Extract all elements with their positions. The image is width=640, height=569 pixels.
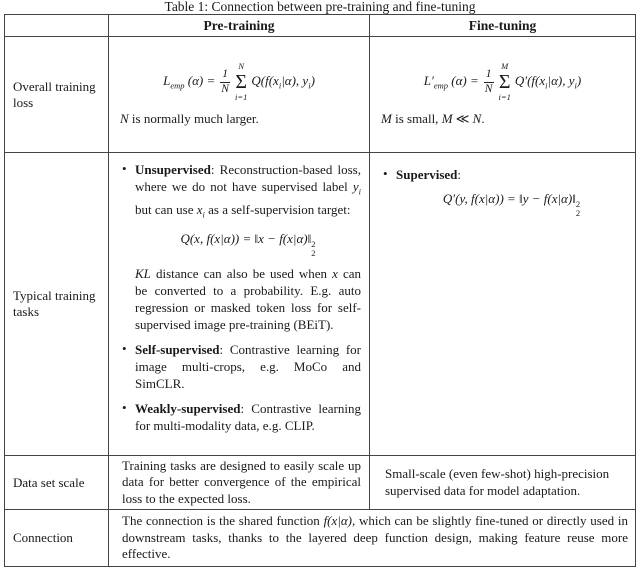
row-label-overall-training-loss: Overall training loss <box>5 37 109 153</box>
bullet-self-supervised: • Self-supervised: Contrastive learning for image multi-crops, e.g. MoCo and SimCLR. <box>122 341 361 392</box>
cell-pretraining-tasks <box>109 153 370 456</box>
norm-sup-sub: 2 2 <box>575 199 581 218</box>
norm-sup-sub: 2 2 <box>311 239 316 259</box>
eq-lhs: $L'_{emp}$ (α) = <box>423 73 479 91</box>
supervised-loss-equation: Q′(y, f(x|α)) = ‖y − f(x|α)‖ 2 2 <box>442 191 581 218</box>
pretraining-loss-equation <box>109 62 369 103</box>
pretraining-loss-note: N is normally much larger. <box>120 111 259 127</box>
cell-connection <box>109 510 635 566</box>
bullet-icon: • <box>122 161 127 176</box>
bullet-unsupervised: • Unsupervised: Reconstruction-based loss, where we do not have supervised label $y_i$ but can use $x_i$ as a self-supervision target: Q(x, f(x|α)) = ‖x − f(x|α)‖ 2 2 KL distance can also be used when x can be converted to a probability. E.g. auto regression or masked token loss for self-supervised image pre-training (BEiT). <box>122 161 361 333</box>
bullet-weakly-supervised: • Weakly-supervised: Contrastive learning for multi-modality data, e.g. CLIP. <box>122 400 361 434</box>
finetuning-loss-note: M is small, M ≪ N. <box>381 111 485 127</box>
row-label-typical-training-tasks: Typical training tasks <box>5 153 109 456</box>
header-finetuning-label: Fine-tuning <box>468 17 537 33</box>
finetuning-loss-equation <box>370 62 635 103</box>
kl-distance-paragraph: KL distance can also be used when x can be converted to a probability. E.g. auto regression or masked token loss for self-supervised image pre-training (BEiT). <box>135 266 361 333</box>
row-label-data-set-scale: Data set scale <box>5 456 109 510</box>
fraction: $\frac{1}{N}$ <box>221 68 229 95</box>
eq-rhs: $Q'(f(x_i|\alpha)$, $y_i$) <box>514 73 582 91</box>
connection-paragraph: The connection is the shared function f(x|α), which can be slightly fine-tuned or directly used in downstream tasks, thanks to the layered deep function design, making feature reuse more effective. <box>122 513 628 562</box>
bullet-supervised: • Supervised: Q′(y, f(x|α)) = ‖y − f(x|α)‖ 2 2 <box>383 166 627 225</box>
header-pretraining-label: Pre-training <box>203 17 275 33</box>
reconstruction-loss-equation: Q(x, f(x|α)) = ‖x − f(x|α)‖ 2 2 <box>180 231 316 259</box>
header-finetuning <box>370 15 635 37</box>
bullet-icon: • <box>122 341 127 357</box>
table-caption: Table 1: Connection between pre-training and fine-tuning <box>164 0 476 14</box>
eq-lhs: $L_{emp}$ (α) = <box>163 73 216 91</box>
comparison-table <box>4 14 636 567</box>
summation-symbol: N Σ i=1 <box>235 60 248 102</box>
header-pretraining <box>109 15 370 37</box>
bullet-icon: • <box>122 400 127 416</box>
row-label-connection: Connection <box>5 510 109 566</box>
eq-rhs: $Q(f(x_i|\alpha)$, $y_i$) <box>251 73 315 91</box>
cell-finetuning-tasks <box>370 153 635 456</box>
summation-symbol: M Σ i=1 <box>498 60 511 102</box>
cell-pretraining-scale: Training tasks are designed to easily scale up data for better convergence of the empirical loss to the expected loss. <box>109 456 370 510</box>
cell-pretraining-loss <box>109 37 370 153</box>
cell-finetuning-loss <box>370 37 635 153</box>
fraction: $\frac{1}{N}$ <box>484 68 493 95</box>
bullet-icon: • <box>383 166 388 181</box>
header-empty-cell <box>5 15 109 37</box>
cell-finetuning-scale: Small-scale (even few-shot) high-precision supervised data for model adaptation. <box>370 456 635 510</box>
